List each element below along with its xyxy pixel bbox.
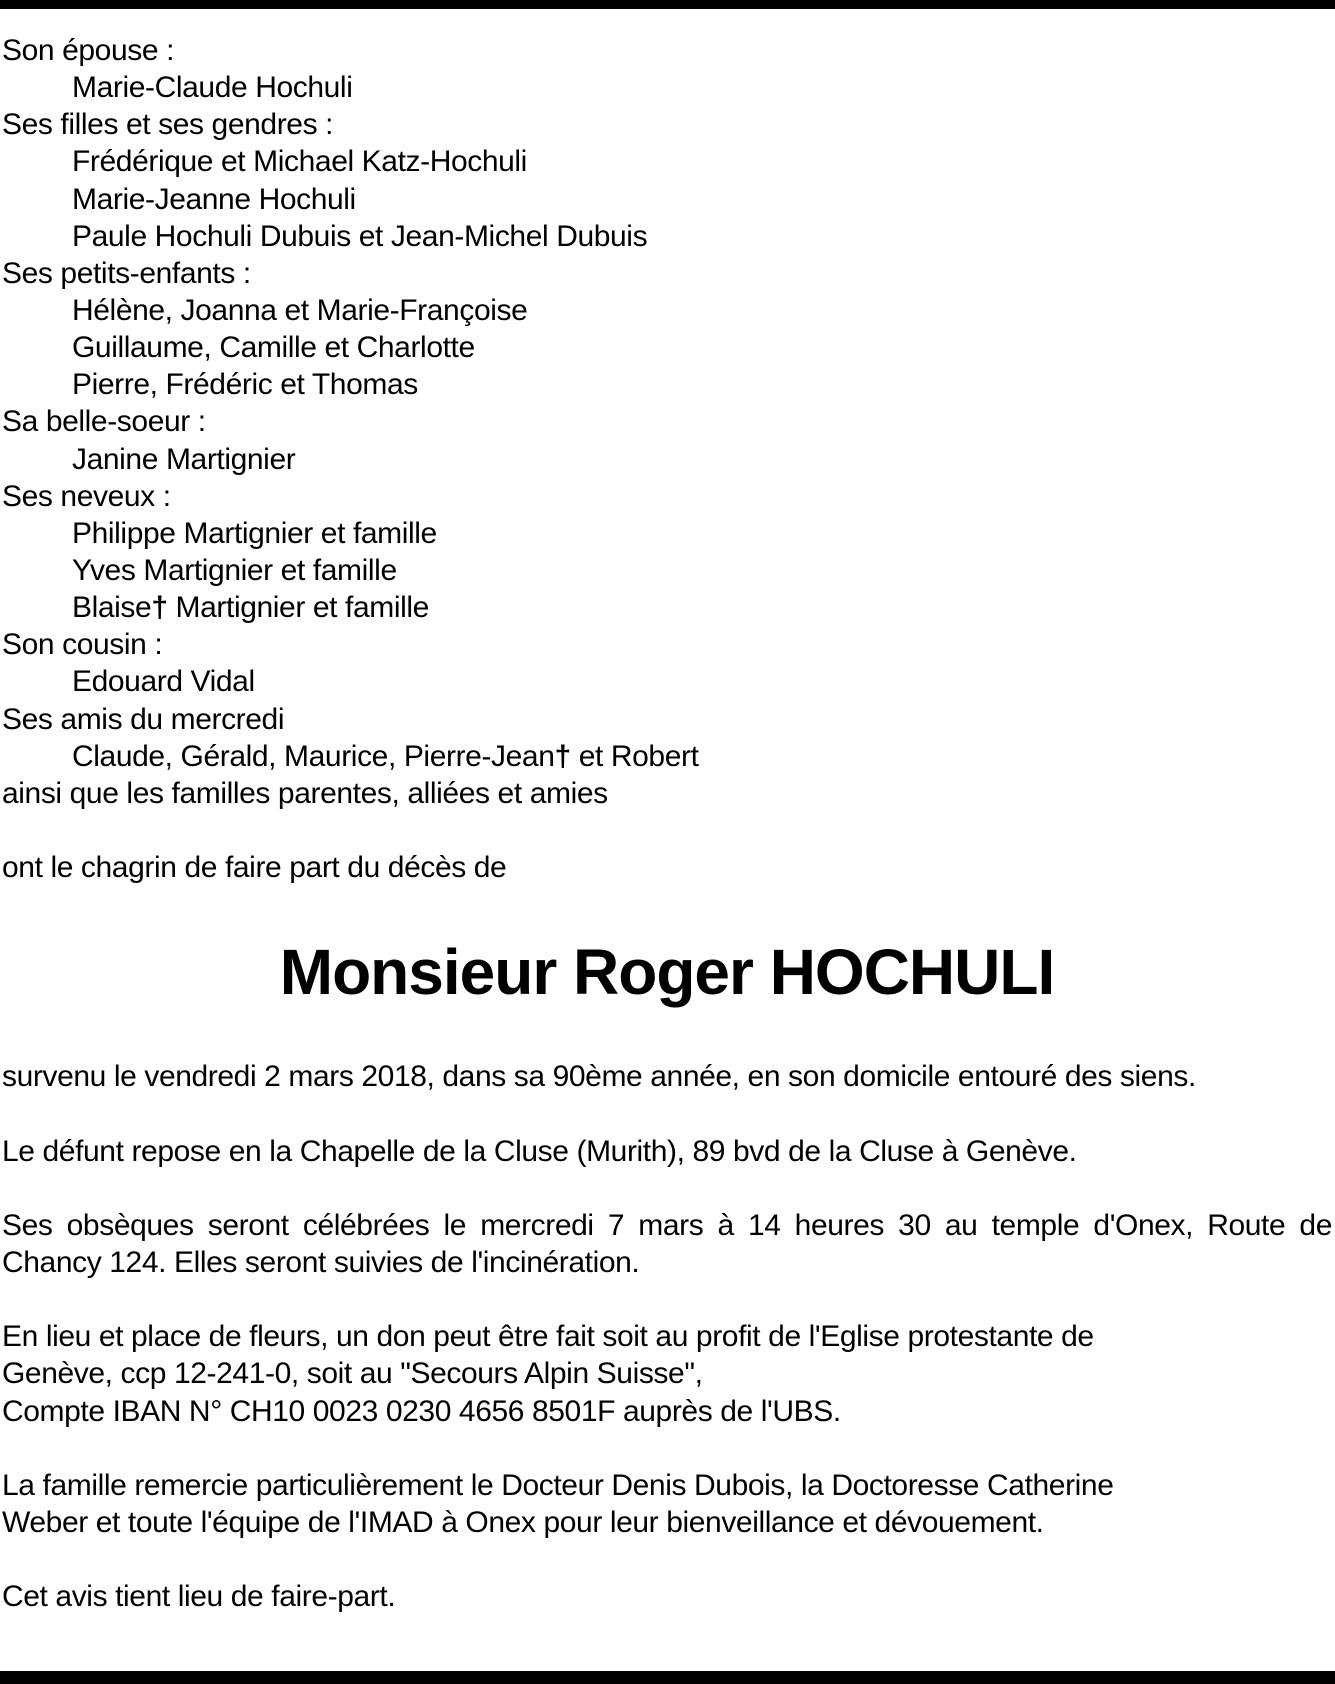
thanks-line: La famille remercie particulièrement le Docteur Denis Dubois, la Doctoresse Catherine [2,1468,1114,1502]
family-member: Edouard Vidal [72,665,255,699]
donation-line: Compte IBAN N° CH10 0023 0230 4656 8501F auprès de l'UBS. [2,1394,841,1428]
top-rule [0,0,1335,9]
family-member: Janine Martignier [72,442,296,476]
family-label: Ses amis du mercredi [2,702,285,736]
family-label: Ses petits-enfants : [2,256,251,290]
rest-paragraph: Le défunt repose en la Chapelle de la Cluse (Murith), 89 bvd de la Cluse à Genève. [2,1134,1077,1168]
family-member: Philippe Martignier et famille [72,516,437,550]
family-member: Guillaume, Camille et Charlotte [72,331,475,365]
closing-family: ainsi que les familles parentes, alliées et amies [2,776,608,810]
family-label: Sa belle-soeur : [2,405,206,439]
donation-line: En lieu et place de fleurs, un don peut être fait soit au profit de l'Eglise protestante de [2,1320,1094,1354]
member-suffix: Martignier et famille [167,591,429,625]
family-member: Pierre, Frédéric et Thomas [72,368,418,402]
family-member: Hélène, Joanna et Marie-Françoise [72,293,528,327]
closing-note: Cet avis tient lieu de faire-part. [2,1580,396,1614]
family-member: Frédérique et Michael Katz-Hochuli [72,145,527,179]
funeral-paragraph: Ses obsèques seront célébrées le mercredi 7 mars à 14 heures 30 au temple d'Onex, Route de Chancy 124. Elles seront suivies de l'incinération. [2,1208,1332,1279]
member-name: Blaise [72,591,152,625]
friends-suffix: et Robert [570,739,699,773]
family-member: Yves Martignier et famille [72,553,397,587]
family-label: Ses neveux : [2,479,171,513]
family-member [2,738,1332,775]
family-member: Paule Hochuli Dubuis et Jean-Michel Dubuis [72,219,648,253]
family-member: Marie-Claude Hochuli [72,71,353,105]
deceased-name: Monsieur Roger HOCHULI [279,936,1055,1009]
bottom-rule [0,1671,1335,1684]
death-paragraph: survenu le vendredi 2 mars 2018, dans sa 90ème année, en son domicile entouré des siens. [2,1060,1196,1094]
cross-icon: † [554,739,571,773]
family-member: Marie-Jeanne Hochuli [72,182,356,216]
friends-names: Claude, Gérald, Maurice, Pierre-Jean [72,739,555,773]
family-label: Ses filles et ses gendres : [2,108,334,142]
announcement: ont le chagrin de faire part du décès de [2,851,507,885]
thanks-line: Weber et toute l'équipe de l'IMAD à Onex pour leur bienveillance et dévouement. [2,1505,1044,1539]
obituary-notice [2,32,1332,1615]
cross-icon: † [151,591,168,625]
family-label: Son cousin : [2,628,163,662]
family-member [2,589,1332,626]
family-label: Son épouse : [2,34,175,67]
donation-line: Genève, ccp 12-241-0, soit au "Secours Alpin Suisse", [2,1357,703,1391]
